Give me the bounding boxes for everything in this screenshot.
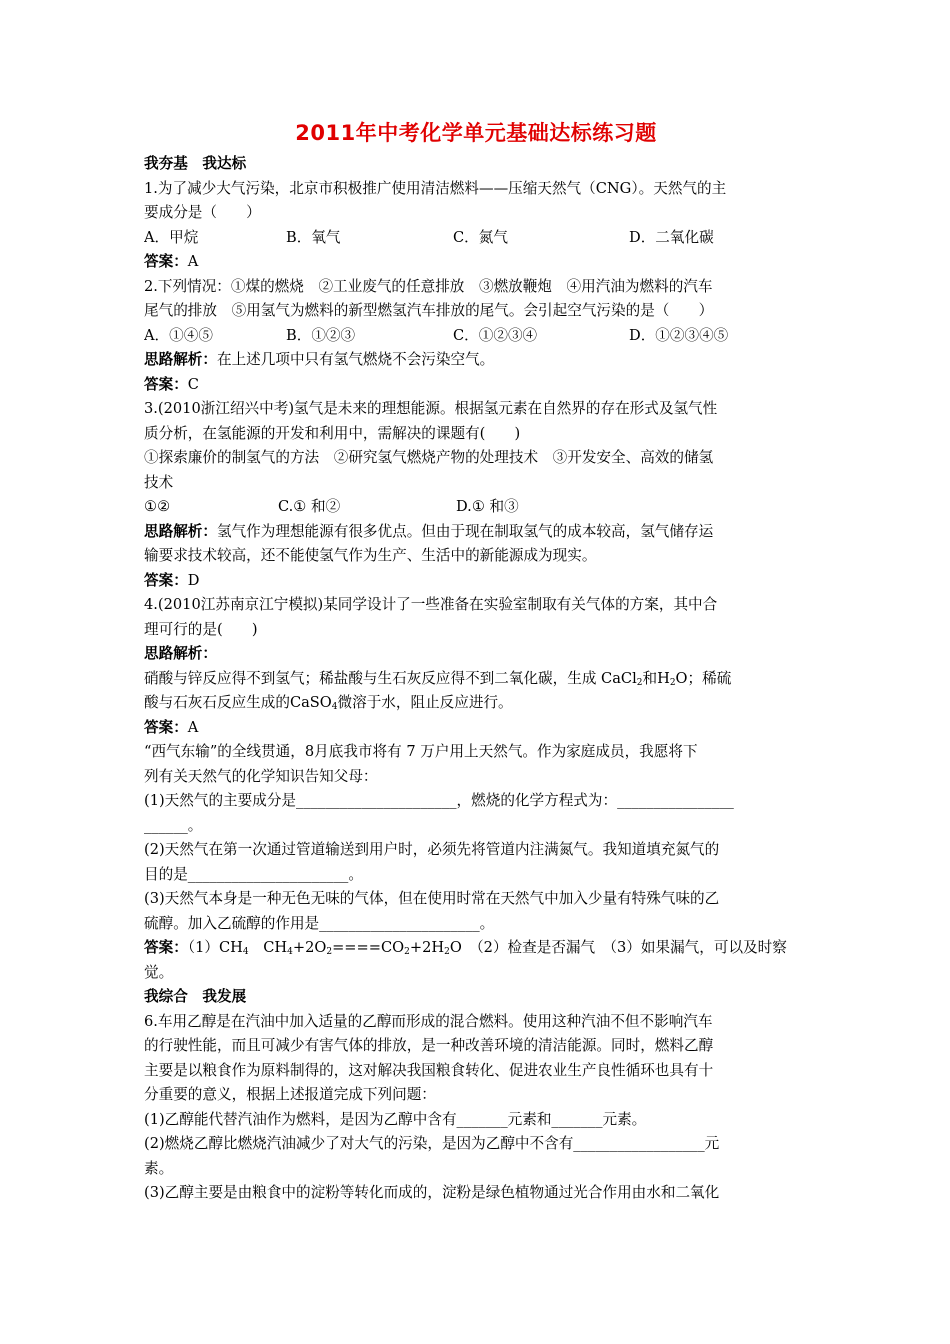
text: +2H [409, 939, 445, 956]
option-c: C．①②③④ [453, 326, 538, 344]
question-5-line-4: ______。 [144, 816, 203, 834]
section-heading: 我综合 我发展 [144, 988, 247, 1005]
option-a: A．①④⑤ [144, 326, 213, 344]
explanation-label: 思路解析： [144, 351, 217, 368]
text: O；稀硫 [675, 669, 732, 687]
text: +2O [292, 939, 327, 956]
question-4-explanation-label: 思路解析： [144, 645, 217, 662]
question-6-line-4: 分重要的意义，根据上述报道完成下列问题： [144, 1086, 436, 1103]
text: O （2）检查是否漏气 （3）如果漏气，可以及时察 [449, 939, 787, 956]
answer-value: D [187, 571, 200, 589]
option-b: B．①②③ [286, 326, 356, 344]
explanation-text: 氢气作为理想能源有很多优点。但由于现在制取氢气的成本较高，氢气储存运 [216, 522, 714, 540]
question-5-answer [144, 936, 808, 961]
text: 微溶于水，阻止反应进行。 [337, 694, 513, 711]
question-6-line-7: 素。 [144, 1159, 174, 1177]
explanation-label: 思路解析： [144, 522, 217, 540]
text: （1）CH [187, 939, 243, 956]
question-6-line-3: 主要是以粮食作为原料制得的，这对解决我国粮食转化、促进农业生产良性循环也具有十 [144, 1061, 714, 1079]
option-b: B．氧气 [286, 228, 341, 246]
question-3-explanation-2: 输要求技术较高，还不能使氢气作为生产、生活中的新能源成为现实。 [144, 547, 597, 564]
subscript: 2 [669, 677, 676, 688]
answer-value: A [187, 718, 199, 736]
question-1-line-1: 1.为了减少大气污染，北京市积极推广使用清洁燃料——压缩天然气（CNG）。天然气的主 [144, 179, 727, 197]
question-5-line-6: 目的是______________________。 [144, 865, 363, 883]
text: CH [248, 939, 288, 956]
question-1-line-2: 要成分是（ ） [144, 204, 261, 221]
question-3-explanation-1 [144, 520, 808, 545]
subscript: 2 [636, 677, 643, 688]
option-a: A．甲烷 [144, 228, 199, 246]
answer-value: A [187, 253, 199, 270]
question-1-answer [144, 250, 808, 275]
subscript: 2 [444, 947, 450, 957]
option-1: ①② [144, 498, 171, 515]
question-5-line-8: 硫醇。加入乙硫醇的作用是______________________。 [144, 914, 495, 932]
question-3-line-1: 3.(2010浙江绍兴中考)氢气是未来的理想能源。根据氢元素在自然界的存在形式及氢气性 [144, 400, 718, 417]
question-6-line-5: (1)乙醇能代替汽油作为燃料，是因为乙醇中含有_______元素和_______元素。 [144, 1110, 647, 1128]
subscript: 2 [326, 947, 333, 957]
question-3-line-3: ①探索廉价的制氢气的方法 ②研究氢气燃烧产物的处理技术 ③开发安全、高效的储氢 [144, 449, 714, 466]
answer-label: 答案： [144, 253, 188, 270]
page-title: 2011年中考化学单元基础达标练习题 [295, 121, 657, 145]
question-5-answer-cont: 觉。 [144, 963, 174, 981]
question-4-answer [144, 716, 808, 741]
question-2-answer [144, 373, 808, 398]
question-6-line-2: 的行驶性能，而且可减少有害气体的排放，是一种改善环境的清洁能源。同时，燃料乙醇 [144, 1037, 714, 1054]
answer-label: 答案： [144, 375, 188, 393]
text: 酸与石灰石反应生成的CaSO [144, 694, 332, 711]
question-2-explanation [144, 348, 808, 373]
question-1-options [144, 226, 808, 251]
document-page [144, 118, 808, 1206]
question-3-options [144, 495, 808, 520]
question-4-line-1: 4.(2010江苏南京江宁模拟)某同学设计了一些准备在实验室制取有关气体的方案，其中合 [144, 596, 718, 613]
text: 和H [642, 669, 670, 687]
question-5-line-2: 列有关天然气的化学知识告知父母： [144, 767, 378, 785]
question-4-line-2: 理可行的是( ) [144, 620, 258, 638]
subscript: 4 [242, 947, 249, 957]
option-c: C．氮气 [453, 228, 508, 246]
question-3-line-4: 技术 [144, 473, 174, 491]
subscript: 4 [287, 947, 293, 957]
text: ====CO [332, 939, 405, 956]
question-6-line-1: 6.车用乙醇是在汽油中加入适量的乙醇而形成的混合燃料。使用这种汽油不但不影响汽车 [144, 1012, 713, 1030]
question-4-explanation-2 [144, 691, 808, 716]
option-c: C.① 和② [278, 498, 341, 515]
option-d: D．①②③④⑤ [629, 326, 729, 344]
question-6-line-6: (2)燃烧乙醇比燃烧汽油减少了对大气的污染，是因为乙醇中不含有__________________元 [144, 1135, 720, 1152]
question-5-line-3: (1)天然气的主要成分是______________________，燃烧的化学方程式为：________________ [144, 792, 734, 809]
explanation-text: 在上述几项中只有氢气燃烧不会污染空气。 [216, 351, 495, 368]
question-2-line-1: 2.下列情况：①煤的燃烧 ②工业废气的任意排放 ③燃放鞭炮 ④用汽油为燃料的汽车 [144, 277, 713, 295]
question-5-line-5: (2)天然气在第一次通过管道输送到用户时，必须先将管道内注满氮气。我知道填充氮气的 [144, 841, 720, 858]
option-d: D.① 和③ [456, 498, 519, 515]
section-heading: 我夯基 我达标 [144, 155, 247, 172]
question-2-line-2: 尾气的排放 ⑤用氢气为燃料的新型燃氢汽车排放的尾气。会引起空气污染的是（ ） [144, 302, 714, 319]
question-5-line-1: “西气东输”的全线贯通，8月底我市将有 7 万户用上天然气。作为家庭成员，我愿将下 [144, 743, 698, 760]
question-3-line-2: 质分析，在氢能源的开发和利用中，需解决的课题有( ) [144, 424, 521, 442]
question-2-options [144, 324, 808, 349]
answer-label: 答案： [144, 939, 188, 956]
subscript: 4 [331, 702, 338, 712]
option-d: D．二氧化碳 [629, 228, 714, 246]
question-6-line-8: (3)乙醇主要是由粮食中的淀粉等转化而成的，淀粉是绿色植物通过光合作用由水和二氧化 [144, 1184, 720, 1201]
subscript: 2 [404, 947, 410, 957]
answer-label: 答案： [144, 571, 188, 589]
text: 硝酸与锌反应得不到氢气；稀盐酸与生石灰反应得不到二氧化碳，生成 CaCl [144, 669, 637, 687]
question-5-line-7: (3)天然气本身是一种无色无味的气体，但在使用时常在天然气中加入少量有特殊气味的乙 [144, 890, 720, 907]
question-4-explanation-1 [144, 667, 808, 692]
question-3-answer [144, 569, 808, 594]
answer-value: C [187, 375, 199, 393]
answer-label: 答案： [144, 718, 188, 736]
